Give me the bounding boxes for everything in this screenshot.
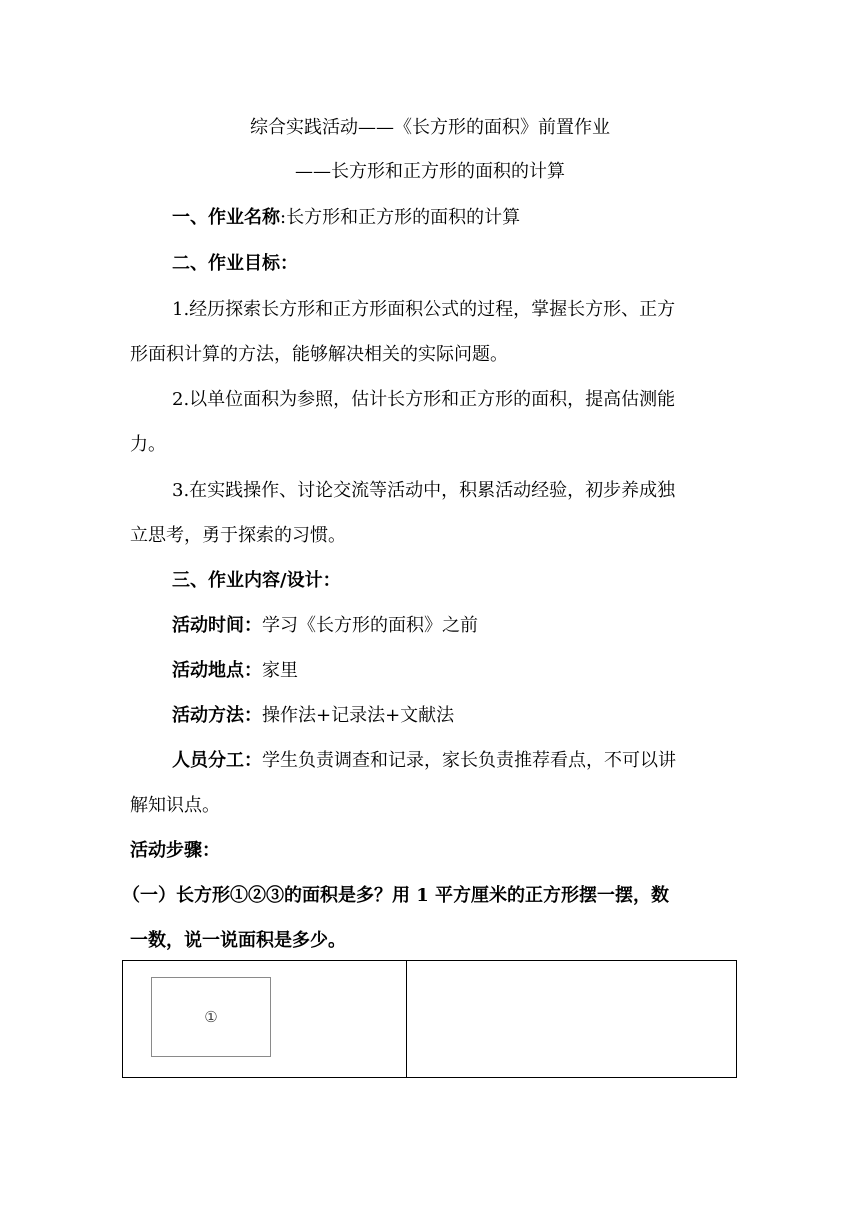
- rectangle-1-figure: [151, 977, 271, 1057]
- activity-roles-line1: 学生负责调查和记录，家长负责推荐看点，不可以讲: [262, 750, 676, 771]
- goal1-line1: 1.经历探索长方形和正方形面积公式的过程，掌握长方形、正方: [172, 299, 676, 320]
- steps-heading: 活动步骤：: [130, 840, 220, 861]
- section2-heading: 二、作业目标：: [172, 253, 298, 274]
- activity-roles: [172, 748, 676, 774]
- activity-method: [172, 703, 454, 729]
- section3-heading: 三、作业内容/设计：: [172, 570, 341, 591]
- activity-time: [172, 613, 478, 639]
- step1-line1: （一）长方形①②③的面积是多？用 1 平方厘米的正方形摆一摆，数: [122, 885, 670, 906]
- activity-method-label: 活动方法：: [172, 705, 262, 726]
- activity-place-value: 家里: [262, 660, 298, 681]
- activity-roles-label: 人员分工：: [172, 750, 262, 771]
- activity-table: [122, 960, 737, 1078]
- activity-place-label: 活动地点：: [172, 660, 262, 681]
- activity-time-value: 学习《长方形的面积》之前: [262, 615, 478, 636]
- section1-line: 一、作业名称:长方形和正方形的面积的计算: [172, 207, 521, 228]
- document-subtitle: ——长方形和正方形的面积的计算: [295, 161, 565, 182]
- rectangle-1-label: ①: [204, 1008, 218, 1026]
- section1-text: 长方形和正方形的面积的计算: [286, 207, 521, 228]
- section1-heading: 一、作业名称: [172, 207, 280, 228]
- goal2-line2: 力。: [130, 434, 166, 455]
- activity-time-label: 活动时间：: [172, 615, 262, 636]
- table-column-divider: [406, 961, 407, 1077]
- goal3-line2: 立思考，勇于探索的习惯。: [130, 525, 346, 546]
- goal3-line1: 3.在实践操作、讨论交流等活动中，积累活动经验，初步养成独: [172, 480, 676, 501]
- goal1-line2: 形面积计算的方法，能够解决相关的实际问题。: [130, 344, 508, 365]
- activity-roles-line2: 解知识点。: [130, 795, 220, 816]
- activity-method-value: 操作法+记录法+文献法: [262, 705, 455, 726]
- step1-line2: 一数，说一说面积是多少。: [130, 930, 346, 951]
- activity-place: [172, 658, 298, 684]
- goal2-line1: 2.以单位面积为参照，估计长方形和正方形的面积，提高估测能: [172, 389, 676, 410]
- document-title: 综合实践活动——《长方形的面积》前置作业: [250, 117, 610, 138]
